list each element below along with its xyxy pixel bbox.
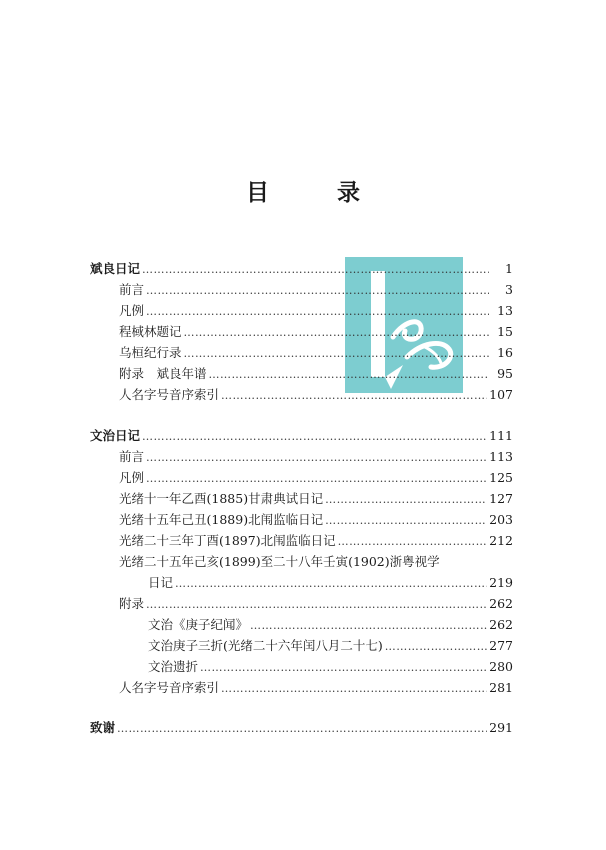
toc-entry-label: 人名字号音序索引 <box>119 387 220 402</box>
toc-section-heading <box>90 259 513 279</box>
toc-entry-label: 文治庚子三折(光绪二十六年闰八月二十七) <box>148 638 383 653</box>
toc-entry <box>119 447 513 467</box>
leader-dots <box>385 637 487 657</box>
leader-dots <box>146 281 489 301</box>
leader-dots <box>117 719 487 739</box>
toc-entry-label: 附录 斌良年谱 <box>119 366 207 381</box>
leader-dots <box>325 490 487 510</box>
toc-page-number: 280 <box>489 659 513 674</box>
toc-entry-label: 文治《庚子纪闻》 <box>148 617 249 632</box>
leader-dots <box>250 616 487 636</box>
toc-page-number: 262 <box>489 596 513 611</box>
leader-dots <box>184 344 489 364</box>
toc-entry <box>119 301 513 321</box>
page-title: 目 录 <box>245 179 390 206</box>
toc-entry-label: 程棫林题记 <box>119 324 182 339</box>
toc-entry <box>119 385 513 405</box>
toc-page-number: 281 <box>489 680 513 695</box>
leader-dots <box>338 532 488 552</box>
toc-entry <box>119 594 513 614</box>
toc-entry-label: 乌桓纪行录 <box>119 345 182 360</box>
toc-page-number: 262 <box>489 617 513 632</box>
toc-entry <box>119 678 513 698</box>
toc-entry-label-line1: 光绪二十五年己亥(1899)至二十八年壬寅(1902)浙粤视学 <box>119 554 440 569</box>
leader-dots <box>142 260 489 280</box>
toc-page-number: 277 <box>489 638 513 653</box>
toc-entry-label: 文治日记 <box>90 428 141 443</box>
leader-dots <box>175 574 487 594</box>
toc-page-number: 1 <box>505 261 513 276</box>
toc-page-number: 15 <box>497 324 513 339</box>
toc-entry-label: 日记 <box>148 575 174 590</box>
toc-page-number: 212 <box>489 533 513 548</box>
toc-entry-label: 凡例 <box>119 470 145 485</box>
toc-page-number: 113 <box>489 449 513 464</box>
toc-page-number: 111 <box>489 428 513 443</box>
leader-dots <box>221 386 487 406</box>
toc-section-heading <box>90 718 513 738</box>
toc-entry-label: 光绪十一年乙酉(1885)甘肃典试日记 <box>119 491 324 506</box>
toc-subentry <box>148 615 513 635</box>
leader-dots <box>209 365 489 385</box>
toc-entry-label: 前言 <box>119 449 145 464</box>
toc-subentry <box>148 657 513 677</box>
toc-page-number: 219 <box>489 575 513 590</box>
toc-page-number: 3 <box>505 282 513 297</box>
toc-entry-label: 光绪二十三年丁酉(1897)北闱监临日记 <box>119 533 336 548</box>
toc-entry-label: 前言 <box>119 282 145 297</box>
leader-dots <box>325 511 487 531</box>
toc-page-number: 125 <box>489 470 513 485</box>
toc-entry <box>119 322 513 342</box>
leader-dots <box>146 469 487 489</box>
toc-entry <box>119 343 513 363</box>
leader-dots <box>184 323 489 343</box>
toc-entry-label: 附录 <box>119 596 145 611</box>
leader-dots <box>146 595 487 615</box>
toc-page-number: 16 <box>497 345 513 360</box>
toc-page-number: 203 <box>489 512 513 527</box>
toc-entry <box>148 573 513 593</box>
toc-entry <box>119 280 513 300</box>
toc-entry <box>119 510 513 530</box>
toc-entry-label: 文治遗折 <box>148 659 199 674</box>
toc-entry-label: 光绪十五年己丑(1889)北闱监临日记 <box>119 512 324 527</box>
toc-page-number: 127 <box>489 491 513 506</box>
leader-dots <box>221 679 487 699</box>
toc-section-heading <box>90 426 513 446</box>
toc-entry-label: 致谢 <box>90 720 116 735</box>
toc-entry <box>119 531 513 551</box>
toc-page-number: 95 <box>497 366 513 381</box>
toc-entry <box>119 468 513 488</box>
toc-entry <box>119 489 513 509</box>
leader-dots <box>200 658 487 678</box>
toc-page-number: 107 <box>489 387 513 402</box>
leader-dots <box>146 448 487 468</box>
toc-page-number: 291 <box>489 720 513 735</box>
toc-page-number: 13 <box>497 303 513 318</box>
leader-dots <box>142 427 487 447</box>
toc-subentry <box>148 636 513 656</box>
toc-entry <box>119 364 513 384</box>
leader-dots <box>146 302 489 322</box>
toc-entry-label: 斌良日记 <box>90 261 141 276</box>
toc-entry-label: 人名字号音序索引 <box>119 680 220 695</box>
toc-entry-label: 凡例 <box>119 303 145 318</box>
